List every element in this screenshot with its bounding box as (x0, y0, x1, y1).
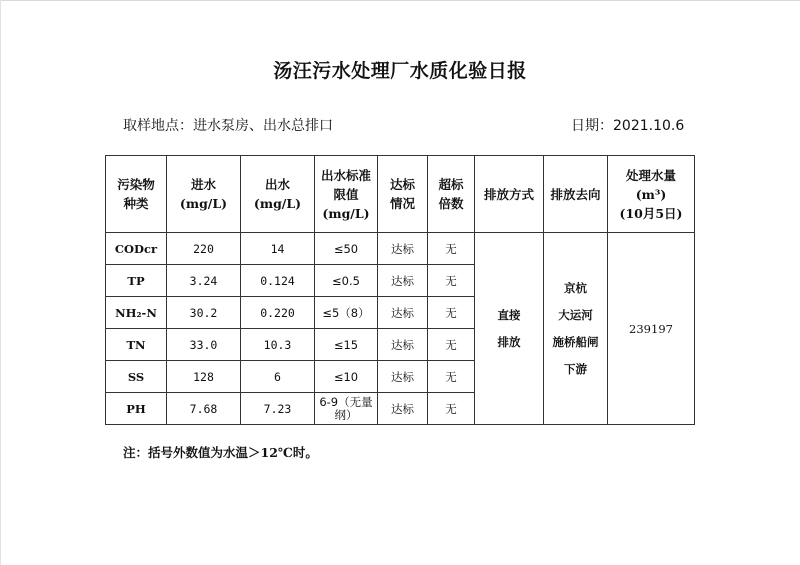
exceed-multiple: 无 (428, 297, 475, 329)
header-exceed-multiple: 超标 倍数 (428, 156, 475, 233)
compliance-status: 达标 (378, 233, 428, 265)
standard-limit: ≤15 (315, 329, 378, 361)
report-title: 汤汪污水处理厂水质化验日报 (273, 60, 527, 82)
pollutant-name: TN (106, 329, 167, 361)
effluent-value: 7.23 (241, 393, 315, 425)
compliance-status: 达标 (378, 297, 428, 329)
header-row (106, 156, 695, 233)
effluent-value: 0.124 (241, 265, 315, 297)
influent-value: 3.24 (167, 265, 241, 297)
influent-value: 128 (167, 361, 241, 393)
standard-limit: ≤50 (315, 233, 378, 265)
discharge-destination: 京杭 大运河 施桥船闸 下游 (544, 233, 608, 425)
pollutant-name: TP (106, 265, 167, 297)
left-border (0, 0, 1, 565)
discharge-method: 直接 排放 (475, 233, 544, 425)
header-discharge-destination: 排放去向 (544, 156, 608, 233)
footnote: 注：括号外数值为水温＞12℃时。 (123, 445, 318, 460)
effluent-value: 10.3 (241, 329, 315, 361)
header-influent: 进水 (mg/L) (167, 156, 241, 233)
exceed-multiple: 无 (428, 329, 475, 361)
influent-value: 7.68 (167, 393, 241, 425)
header-effluent: 出水 (mg/L) (241, 156, 315, 233)
standard-limit: ≤0.5 (315, 265, 378, 297)
exceed-multiple: 无 (428, 393, 475, 425)
effluent-value: 14 (241, 233, 315, 265)
pollutant-name: SS (106, 361, 167, 393)
report-date: 日期：2021.10.6 (571, 118, 685, 134)
header-discharge-method: 排放方式 (475, 156, 544, 233)
sampling-location: 取样地点：进水泵房、出水总排口 (123, 118, 333, 134)
effluent-value: 6 (241, 361, 315, 393)
water-quality-table (105, 155, 695, 425)
influent-value: 30.2 (167, 297, 241, 329)
influent-value: 33.0 (167, 329, 241, 361)
header-standard: 出水标准 限值 (mg/L) (315, 156, 378, 233)
standard-limit: 6-9（无量纲） (315, 393, 378, 425)
influent-value: 220 (167, 233, 241, 265)
top-border (0, 0, 800, 1)
effluent-value: 0.220 (241, 297, 315, 329)
exceed-multiple: 无 (428, 361, 475, 393)
compliance-status: 达标 (378, 393, 428, 425)
standard-limit: ≤10 (315, 361, 378, 393)
compliance-status: 达标 (378, 361, 428, 393)
pollutant-name: NH₂-N (106, 297, 167, 329)
header-compliance: 达标 情况 (378, 156, 428, 233)
header-treated-volume: 处理水量 (m³) (10月5日) (608, 156, 695, 233)
pollutant-name: CODcr (106, 233, 167, 265)
exceed-multiple: 无 (428, 265, 475, 297)
compliance-status: 达标 (378, 265, 428, 297)
exceed-multiple: 无 (428, 233, 475, 265)
standard-limit: ≤5（8） (315, 297, 378, 329)
header-pollutant: 污染物 种类 (106, 156, 167, 233)
table-row (106, 233, 695, 265)
treated-volume: 239197 (608, 233, 695, 425)
compliance-status: 达标 (378, 329, 428, 361)
pollutant-name: PH (106, 393, 167, 425)
